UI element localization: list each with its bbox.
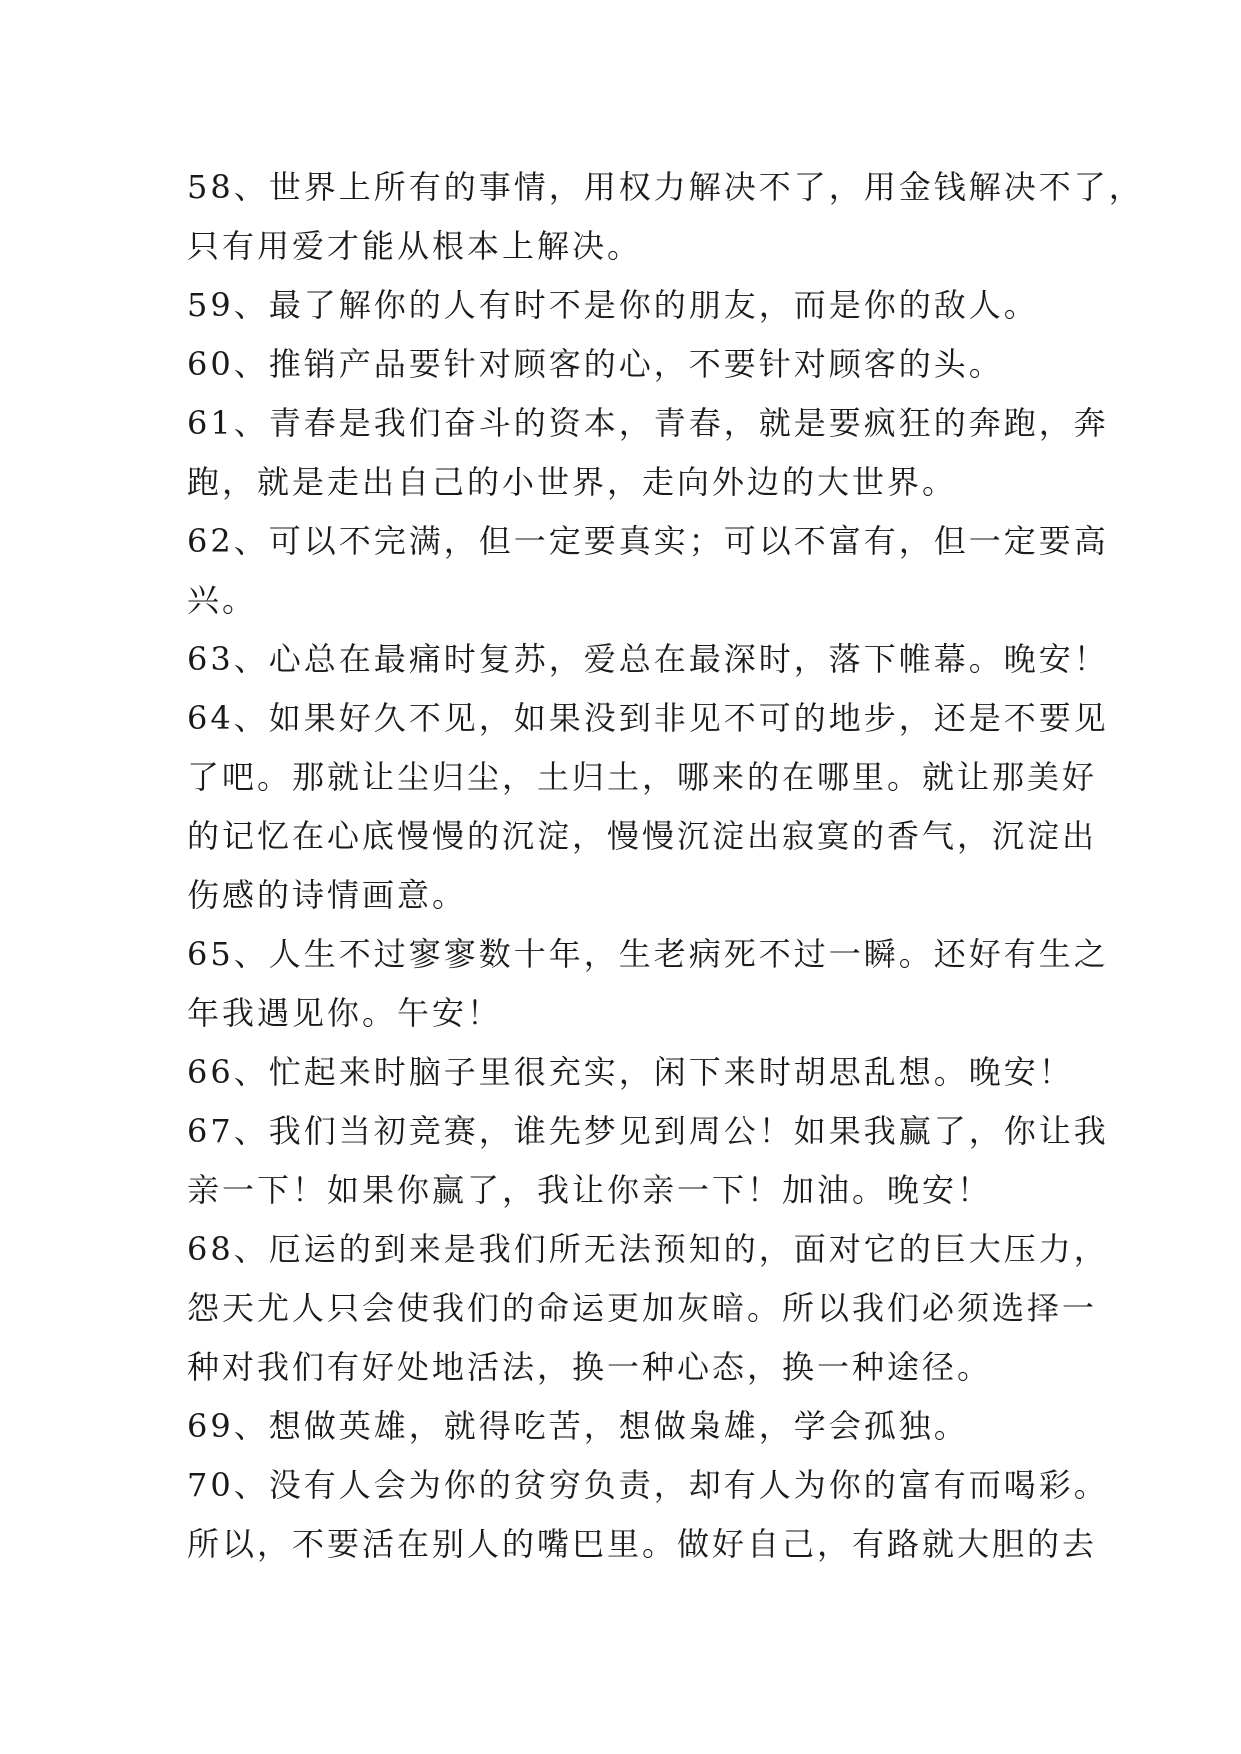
text-line: 兴。	[187, 581, 258, 619]
text-line: 67、我们当初竞赛，谁先梦见到周公！如果我赢了，你让我	[187, 1112, 1109, 1150]
text-line: 年我遇见你。午安！	[187, 994, 503, 1032]
text-line: 所以，不要活在别人的嘴巴里。做好自己，有路就大胆的去	[187, 1525, 1098, 1563]
text-line: 只有用爱才能从根本上解决。	[187, 227, 643, 265]
text-line: 59、最了解你的人有时不是你的朋友，而是你的敌人。	[187, 286, 1039, 324]
text-line: 58、世界上所有的事情，用权力解决不了，用金钱解决不了，	[187, 168, 1144, 206]
text-line: 的记忆在心底慢慢的沉淀，慢慢沉淀出寂寞的香气，沉淀出	[187, 817, 1098, 855]
text-line: 70、没有人会为你的贫穷负责，却有人为你的富有而喝彩。	[187, 1466, 1109, 1504]
text-line: 69、想做英雄，就得吃苦，想做枭雄，学会孤独。	[187, 1407, 969, 1445]
text-line: 61、青春是我们奋斗的资本，青春，就是要疯狂的奔跑，奔	[187, 404, 1109, 442]
text-line: 怨天尤人只会使我们的命运更加灰暗。所以我们必须选择一	[187, 1289, 1098, 1327]
text-line: 跑，就是走出自己的小世界，走向外边的大世界。	[187, 463, 958, 501]
text-line: 68、厄运的到来是我们所无法预知的，面对它的巨大压力，	[187, 1230, 1109, 1268]
text-line: 65、人生不过寥寥数十年，生老病死不过一瞬。还好有生之	[187, 935, 1109, 973]
text-line: 种对我们有好处地活法，换一种心态，换一种途径。	[187, 1348, 993, 1386]
text-line: 了吧。那就让尘归尘，土归土，哪来的在哪里。就让那美好	[187, 758, 1098, 796]
text-line: 亲一下！如果你赢了，我让你亲一下！加油。晚安！	[187, 1171, 993, 1209]
text-line: 63、心总在最痛时复苏，爱总在最深时，落下帷幕。晚安！	[187, 640, 1109, 678]
text-line: 伤感的诗情画意。	[187, 876, 468, 914]
text-line: 66、忙起来时脑子里很充实，闲下来时胡思乱想。晚安！	[187, 1053, 1074, 1091]
text-line: 60、推销产品要针对顾客的心，不要针对顾客的头。	[187, 345, 1004, 383]
text-line: 62、可以不完满，但一定要真实；可以不富有，但一定要高	[187, 522, 1109, 560]
document-body	[187, 158, 1144, 1574]
text-line: 64、如果好久不见，如果没到非见不可的地步，还是不要见	[187, 699, 1109, 737]
